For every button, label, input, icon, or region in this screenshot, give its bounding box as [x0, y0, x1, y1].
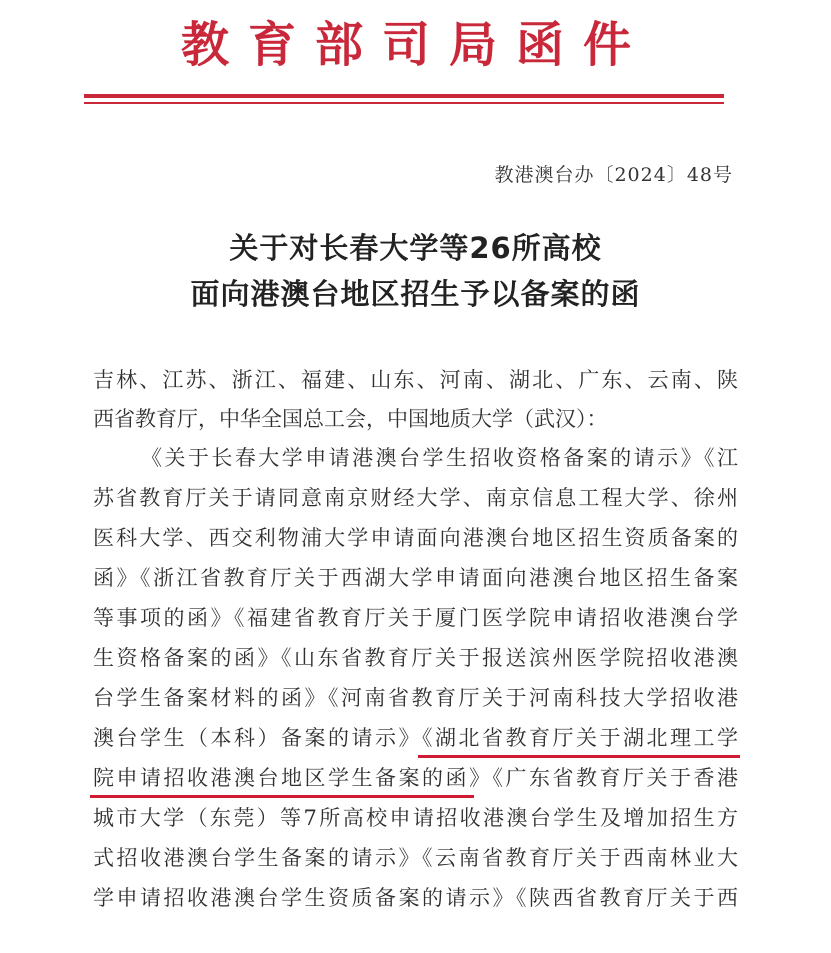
- highlight-underline-1: [418, 755, 740, 758]
- addressee-line-1: 吉林、江苏、浙江、福建、山东、河南、湖北、广东、云南、陕: [93, 368, 738, 392]
- letterhead-title: 教育部司局函件: [180, 17, 650, 73]
- letterhead-rule-thick: [84, 94, 724, 98]
- body-line: 台学生备案材料的函》《河南省教育厅关于河南科技大学招收港: [93, 686, 738, 710]
- body-line: 医科大学、西交利物浦大学申请面向港澳台地区招生资质备案的: [93, 526, 738, 550]
- addressee-line-2: 西省教育厅，中华全国总工会，中国地质大学（武汉）：: [93, 407, 608, 431]
- document-title-line-1: 关于对长春大学等26所高校: [229, 231, 602, 265]
- body-line: 城市大学（东莞）等7所高校申请招收港澳台学生及增加招生方: [93, 806, 738, 830]
- body-line: 《关于长春大学申请港澳台学生招收资格备案的请示》《江: [141, 446, 738, 470]
- body-line: 函》《浙江省教育厅关于西湖大学申请面向港澳台地区招生备案: [93, 566, 738, 590]
- document-title-line-2: 面向港澳台地区招生予以备案的函: [190, 277, 641, 311]
- document-number: 教港澳台办〔2024〕48号: [494, 164, 733, 186]
- body-line: 澳台学生（本科）备案的请示》《湖北省教育厅关于湖北理工学: [93, 726, 738, 750]
- letterhead-rule-thin: [84, 102, 724, 104]
- body-line: 学申请招收港澳台学生资质备案的请示》《陕西省教育厅关于西: [93, 886, 738, 910]
- highlight-underline-2: [90, 795, 474, 798]
- body-line: 苏省教育厅关于请同意南京财经大学、南京信息工程大学、徐州: [93, 486, 738, 510]
- body-line: 院申请招收港澳台地区学生备案的函》《广东省教育厅关于香港: [93, 766, 738, 790]
- body-line: 生资格备案的函》《山东省教育厅关于报送滨州医学院招收港澳: [93, 646, 738, 670]
- body-line: 式招收港澳台学生备案的请示》《云南省教育厅关于西南林业大: [93, 846, 738, 870]
- body-line: 等事项的函》《福建省教育厅关于厦门医学院申请招收港澳台学: [93, 606, 738, 630]
